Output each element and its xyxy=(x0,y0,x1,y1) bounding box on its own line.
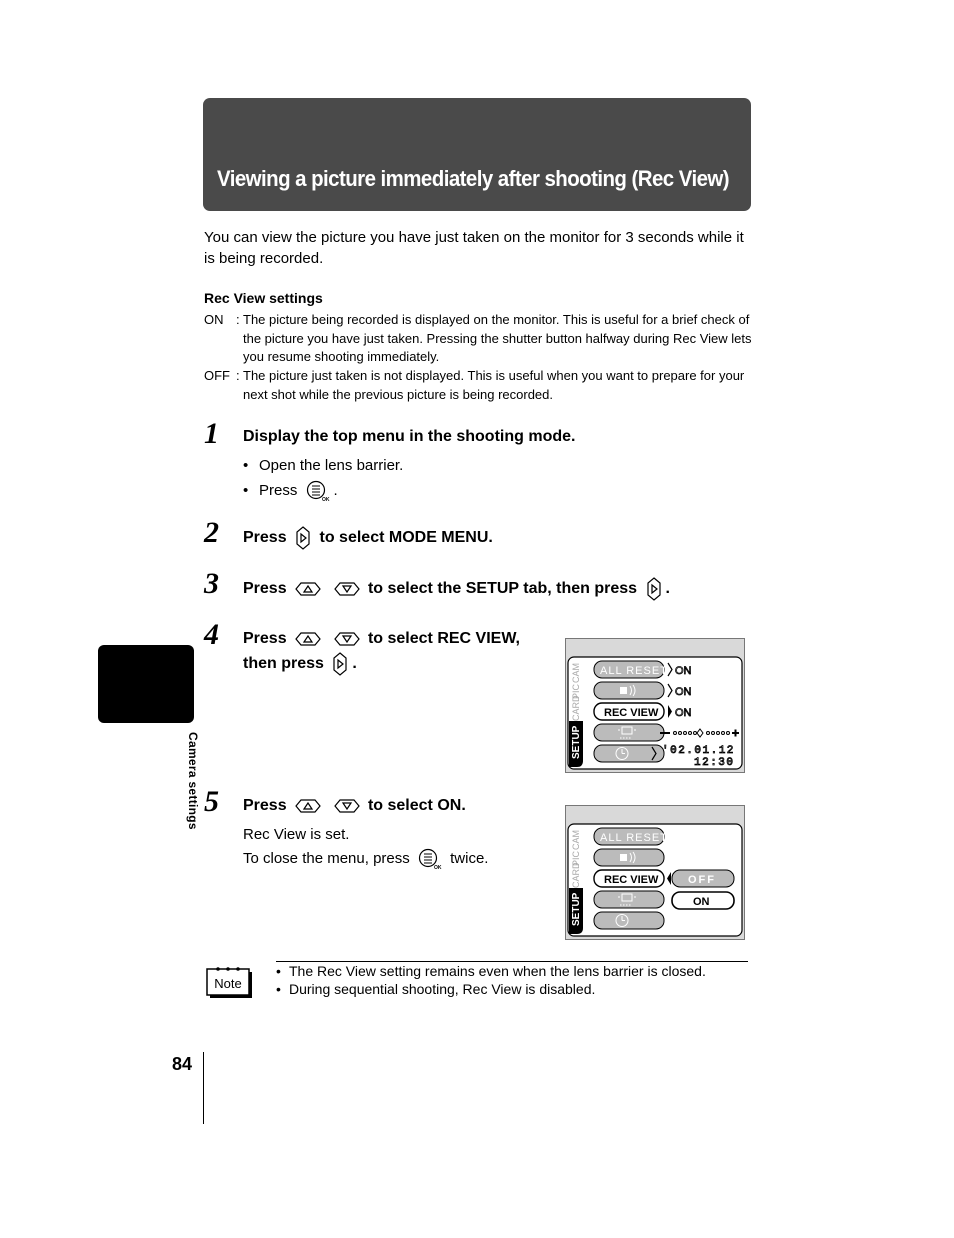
list-item: • Open the lens barrier. xyxy=(243,457,404,474)
lcd-tab-pic: PIC xyxy=(571,683,581,699)
list-item: • Press OK . xyxy=(243,481,338,502)
lcd-row-all-reset: ALL RESET xyxy=(600,832,668,844)
setting-key: OFF xyxy=(204,368,230,383)
svg-text:OK: OK xyxy=(321,497,330,502)
lcd-tab-card: CARD xyxy=(571,862,581,888)
step-text: Press to select MODE MENU. xyxy=(243,526,493,550)
lcd-date: '02.01.12 xyxy=(662,745,735,757)
setting-desc: The picture just taken is not displayed. This is useful when you want to prepare for your next shot while the previous picture is being recorded. xyxy=(243,368,745,402)
arrow-up-button-icon xyxy=(295,581,321,597)
arrow-right-button-icon xyxy=(295,526,311,550)
setting-desc: The picture being recorded is displayed on the monitor. This is useful for a brief check of the picture you have just taken. Pressing the shutter button halfway during Rec View lets you resume shooting immediately. xyxy=(243,312,752,364)
step-text: then press . xyxy=(243,652,357,676)
step-number: 5 xyxy=(204,785,219,818)
note-icon xyxy=(206,966,254,1005)
lcd-screen-setup-menu xyxy=(565,638,745,773)
step-text: Press to select ON. xyxy=(243,797,466,814)
lcd-tab-cam: CAM xyxy=(571,663,581,683)
lcd-display xyxy=(566,806,744,939)
step-text: Press to select REC VIEW, xyxy=(243,630,520,647)
lcd-time: 12:30 xyxy=(694,757,735,769)
chapter-banner xyxy=(203,98,751,211)
lcd-screen-rec-view-options xyxy=(565,805,745,940)
lcd-row-rec-view: REC VIEW xyxy=(604,707,659,719)
intro-paragraph: You can view the picture you have just taken on the monitor for 3 seconds while it is being recorded. xyxy=(204,229,744,267)
menu-ok-button-icon xyxy=(418,848,442,870)
arrow-up-button-icon xyxy=(295,631,321,647)
step-text: Display the top menu in the shooting mode. xyxy=(243,428,576,445)
page-number: 84 xyxy=(172,1054,193,1074)
arrow-up-button-icon xyxy=(295,798,321,814)
lcd-value: ON xyxy=(675,707,692,719)
step-number: 2 xyxy=(204,516,219,549)
lcd-display xyxy=(566,639,744,772)
arrow-down-button-icon xyxy=(334,581,360,597)
page-number-rule xyxy=(203,1052,204,1124)
chapter-label: Camera settings xyxy=(186,732,200,830)
menu-ok-button-icon xyxy=(306,480,330,502)
lcd-tab-cam: CAM xyxy=(571,830,581,850)
lcd-value: ON xyxy=(675,665,692,677)
arrow-right-button-icon xyxy=(332,652,348,676)
lcd-value: ON xyxy=(675,686,692,698)
lcd-tab-setup: SETUP xyxy=(571,725,582,759)
chapter-tab xyxy=(98,645,194,723)
setting-key: ON xyxy=(204,312,224,327)
step-number: 1 xyxy=(204,417,219,450)
svg-text:OK: OK xyxy=(433,865,442,870)
step-number: 3 xyxy=(204,567,219,600)
lcd-row-all-reset: ALL RESET xyxy=(600,665,668,677)
step-note: Rec View is set. xyxy=(243,826,350,843)
arrow-right-button-icon xyxy=(646,577,662,601)
settings-heading: Rec View settings xyxy=(204,290,323,306)
note-label: Note xyxy=(214,976,242,991)
lcd-option-off: OFF xyxy=(688,874,716,886)
note-item: • The Rec View setting remains even when the lens barrier is closed. xyxy=(276,963,706,979)
lcd-option-on: ON xyxy=(693,896,710,908)
step-note: To close the menu, press OK twice. xyxy=(243,849,489,870)
arrow-down-button-icon xyxy=(334,631,360,647)
step-text: Press to select the SETUP tab, then press . xyxy=(243,577,670,601)
lcd-tab-card: CARD xyxy=(571,695,581,721)
lcd-tab-setup: SETUP xyxy=(571,892,582,926)
lcd-row-rec-view: REC VIEW xyxy=(604,874,659,886)
note-item: • During sequential shooting, Rec View is disabled. xyxy=(276,981,596,997)
lcd-tab-pic: PIC xyxy=(571,850,581,866)
step-number: 4 xyxy=(204,618,219,651)
arrow-down-button-icon xyxy=(334,798,360,814)
page-title: Viewing a picture immediately after shooting (Rec View) xyxy=(217,166,730,191)
